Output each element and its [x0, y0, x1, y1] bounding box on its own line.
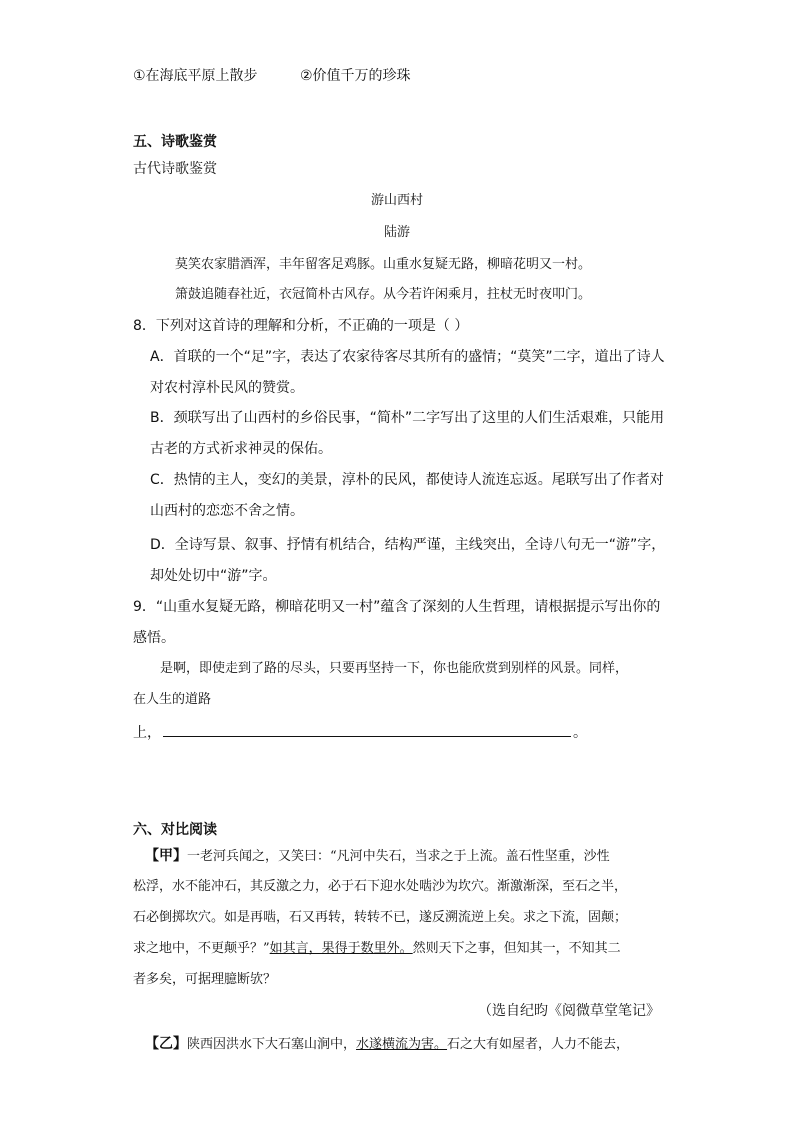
answer-line-suffix: 。	[573, 725, 587, 741]
q8-option-b-line-2: 古老的方式祈求神灵的保佑。	[150, 441, 332, 457]
section-heading-poetry: 五、诗歌鉴赏	[133, 134, 217, 150]
poem-title: 游山西村	[370, 193, 423, 208]
passage-yi-line-1	[145, 1034, 629, 1055]
question-8-stem: 8．下列对这首诗的理解和分析，不正确的一项是（ ）	[133, 318, 469, 334]
passage-jia-source: （选自纪昀《阅微草堂笔记》	[478, 1003, 660, 1019]
q8-option-b-line-1: B．颈联写出了山西村的乡俗民事，“简朴”二字写出了这里的人们生活艰难，只能用	[150, 410, 665, 426]
passage-yi-label: 【乙】	[145, 1036, 187, 1052]
passage-jia-line-5: 者多矣，可据理臆断欤？	[133, 972, 277, 987]
q8-option-c-line-1: C．热情的主人，变幻的美景，淳朴的民风，都使诗人流连忘返。尾联写出了作者对	[150, 472, 664, 488]
q8-option-a-line-1: A．首联的一个“足”字，表达了农家待客尽其所有的盛情；“莫笑”二字，道出了诗人	[150, 349, 665, 365]
q8-option-c-line-2: 山西村的恋恋不舍之情。	[150, 503, 304, 519]
answer-line-prefix: 上，	[133, 725, 161, 741]
passage-jia-text-4b: 然则天下之事，但知其一，不知其二	[412, 941, 621, 956]
passage-jia-line-3: 石必倒掷坎穴。如是再啮，石又再转，转转不已，遂反溯流逆上矣。求之下流，固颠；	[133, 910, 628, 925]
passage-jia-text-1: 一老河兵闻之，又笑曰：“凡河中失石，当求之于上流。盖石性坚重，沙性	[187, 849, 610, 864]
poem-line-1: 莫笑农家腊酒浑，丰年留客足鸡豚。山重水复疑无路，柳暗花明又一村。	[175, 257, 592, 272]
poem-author: 陆游	[383, 225, 410, 240]
q8-option-d-line-1: D．全诗写景、叙事、抒情有机结合，结构严谨，主线突出，全诗八句无一“游”字，	[150, 537, 666, 553]
passage-jia-text-4a: 求之地中，不更颠乎？”	[133, 941, 270, 956]
poem-line-2: 箫鼓追随春社近，衣冠简朴古风存。从今若许闲乘月，拄杖无时夜叩门。	[175, 287, 592, 302]
answer-item-1: ①在海底平原上散步	[133, 68, 258, 84]
question-9-stem-line-2: 感悟。	[133, 630, 175, 646]
question-9-hint-line-1: 是啊，即使走到了路的尽头，只要再坚持一下，你也能欣赏到别样的风景。同样，	[160, 661, 629, 676]
passage-jia-line-1	[145, 846, 610, 867]
passage-jia-line-2: 松浮，水不能冲石，其反激之力，必于石下迎水处啮沙为坎穴。渐激渐深，至石之半，	[133, 879, 628, 894]
q8-option-a-line-2: 对农村淳朴民风的赞赏。	[150, 380, 304, 396]
passage-yi-text-b: 石之大有如屋者，人力不能去，	[447, 1037, 630, 1052]
passage-yi-underlined-sentence: 水遂横流为害。	[356, 1037, 448, 1052]
question-9-stem-line-1: 9．“山重水复疑无路，柳暗花明又一村”蕴含了深刻的人生哲理，请根据提示写出你的	[133, 599, 661, 615]
section-heading-reading: 六、对比阅读	[133, 822, 217, 838]
passage-jia-underlined-sentence: 如其言，果得于数里外。	[269, 941, 413, 956]
q8-option-d-line-2: 却处处切中“游”字。	[150, 568, 277, 584]
answer-blank[interactable]	[163, 722, 571, 737]
question-9-answer-line	[133, 722, 587, 743]
passage-jia-label: 【甲】	[145, 848, 187, 864]
passage-yi-text-a: 陕西因洪水下大石塞山涧中，	[187, 1037, 357, 1052]
section-subheading-poetry: 古代诗歌鉴赏	[133, 161, 217, 177]
passage-jia-line-4	[133, 939, 621, 959]
question-9-hint-line-2: 在人生的道路	[133, 692, 212, 707]
answer-item-2: ②价值千万的珍珠	[300, 68, 411, 84]
